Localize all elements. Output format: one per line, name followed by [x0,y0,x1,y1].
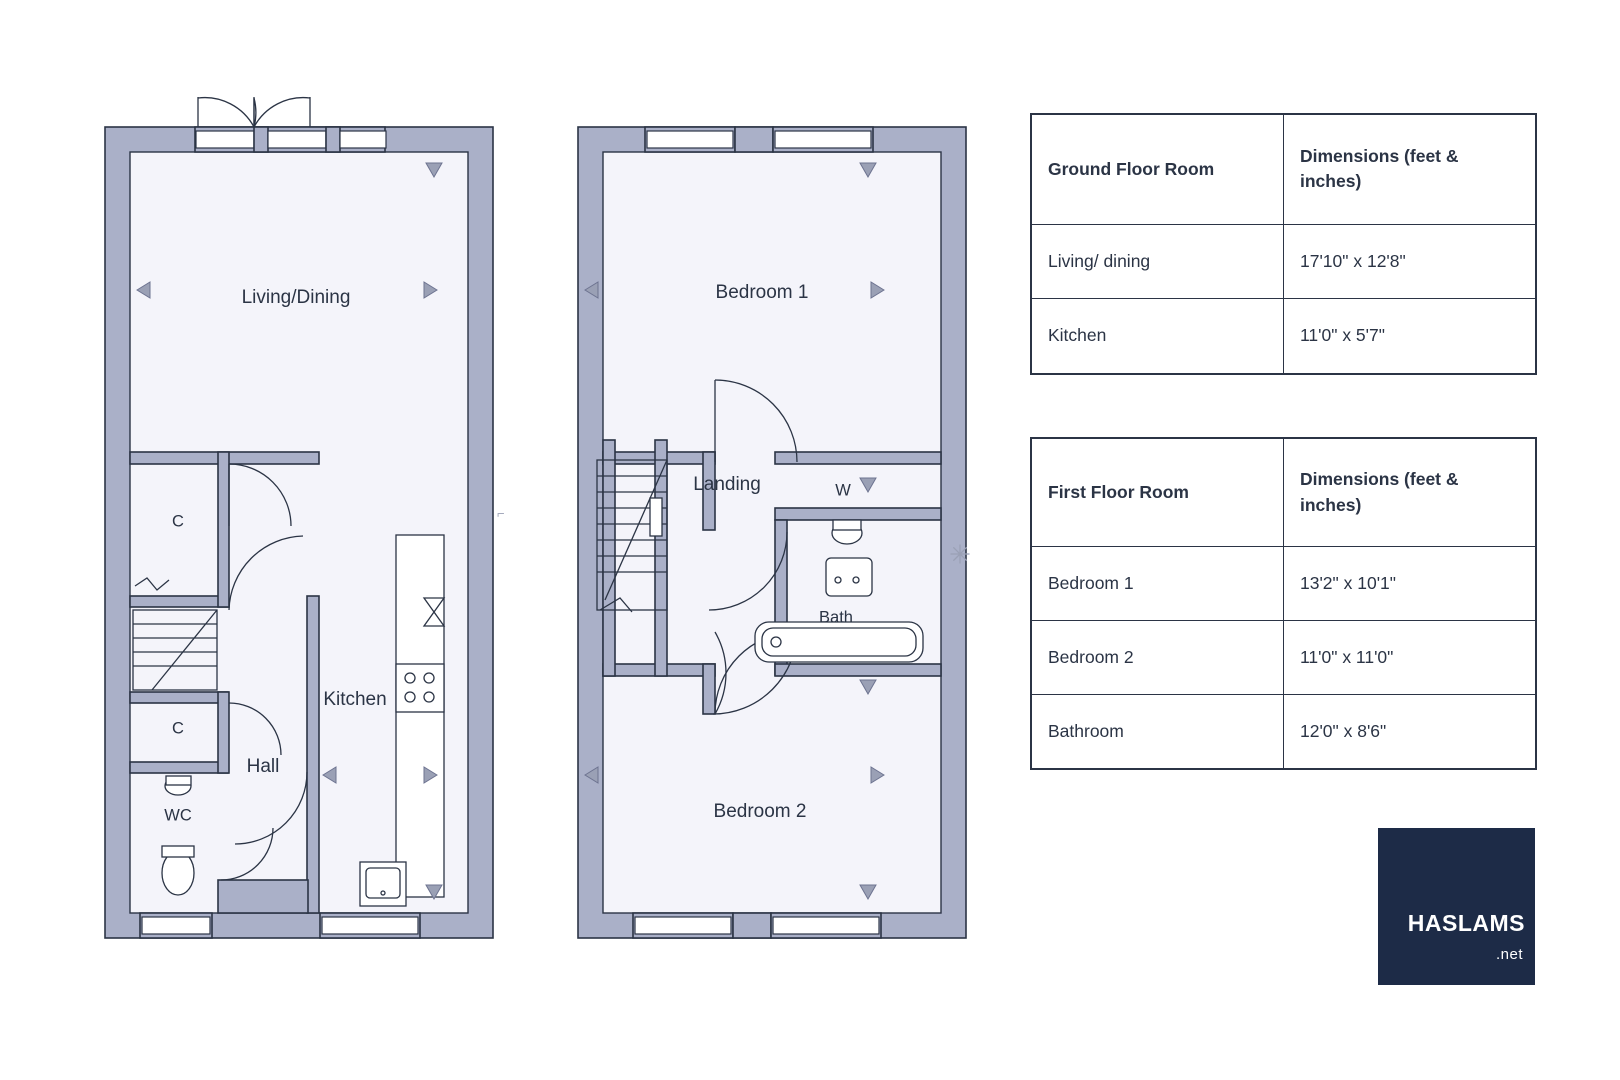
table-row [1032,224,1536,299]
room-name: Kitchen [1032,299,1284,374]
room-dimensions: 13'2" x 10'1" [1284,547,1536,621]
label-hall: Hall [246,756,280,777]
room-dimensions: 17'10" x 12'8" [1284,224,1536,299]
table-row [1032,547,1536,621]
label-living-dining: Living/Dining [241,287,351,308]
table-row [1032,299,1536,374]
room-dimensions: 11'0" x 5'7" [1284,299,1536,374]
asterisk-marker: ✳ [949,539,971,570]
label-bedroom-1: Bedroom 1 [715,282,809,303]
column-header-room: First Floor Room [1032,439,1284,547]
haslams-logo [1378,828,1535,985]
column-header-room: Ground Floor Room [1032,115,1284,225]
label-kitchen: Kitchen [323,689,387,710]
label-cupboard-1: C [172,512,184,531]
room-name: Bedroom 2 [1032,621,1284,695]
room-name: Bathroom [1032,695,1284,769]
label-wc: WC [164,806,192,825]
column-header-dimensions: Dimensions (feet & inches) [1284,115,1536,225]
table-header-row [1032,439,1536,547]
room-dimensions: 12'0" x 8'6" [1284,695,1536,769]
column-header-dimensions: Dimensions (feet & inches) [1284,439,1536,547]
label-wardrobe: W [835,481,851,500]
label-bedroom-2: Bedroom 2 [713,801,807,822]
room-name: Living/ dining [1032,224,1284,299]
logo-domain: .net [1495,946,1523,963]
room-name: Bedroom 1 [1032,547,1284,621]
room-dimensions: 11'0" x 11'0" [1284,621,1536,695]
svg-text:⌐: ⌐ [497,506,505,521]
label-landing: Landing [693,474,761,495]
table-header-row [1032,115,1536,225]
first-floor-dimensions-table [1030,437,1537,770]
ground-floor-dimensions-table [1030,113,1537,375]
label-bath: Bath [819,608,853,627]
logo-wordmark: HASLAMS [1407,910,1525,936]
table-row [1032,621,1536,695]
label-cupboard-2: C [172,719,184,738]
table-row [1032,695,1536,769]
